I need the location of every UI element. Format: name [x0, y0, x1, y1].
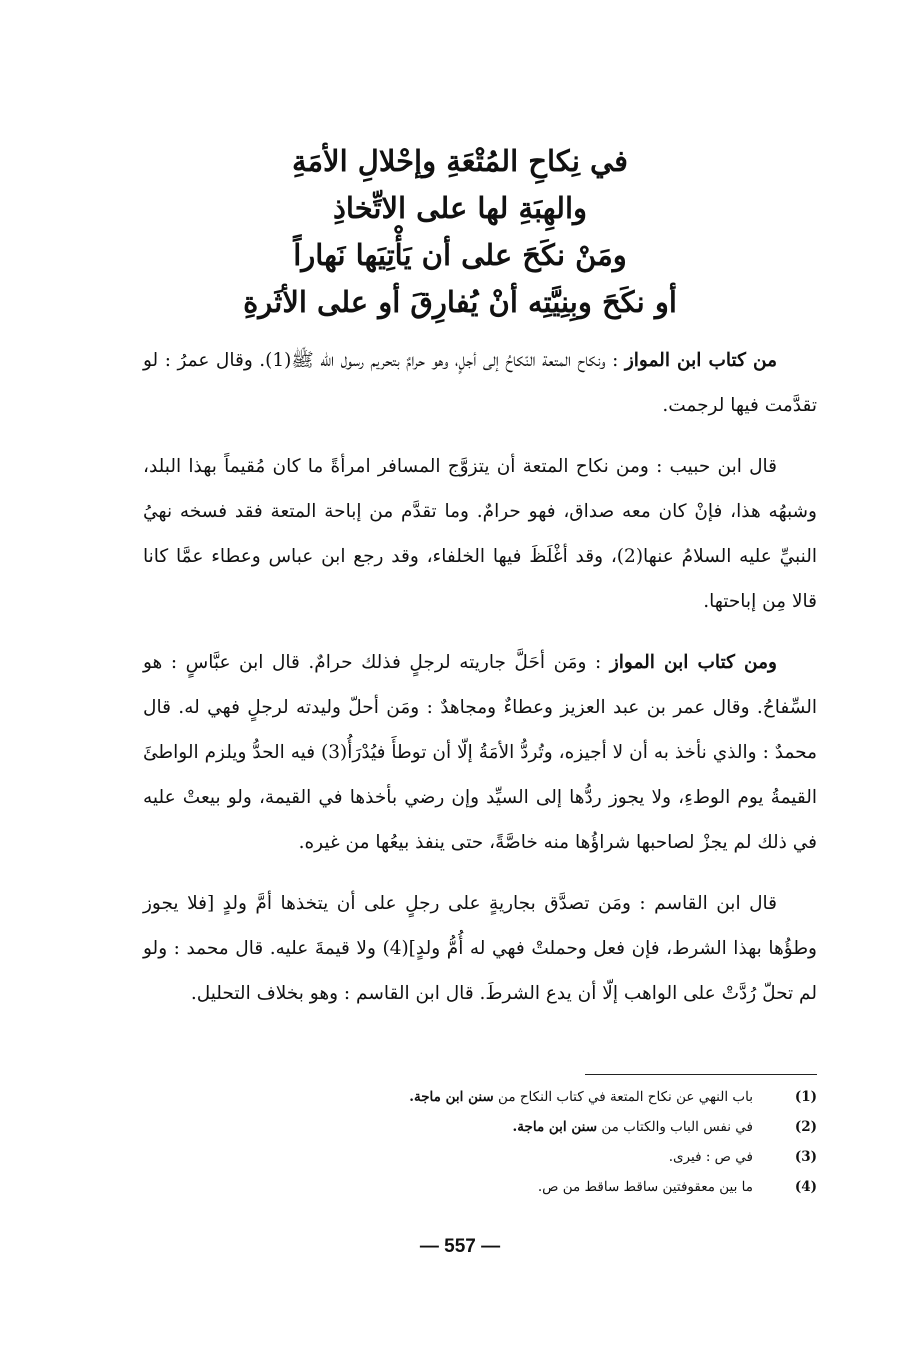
paragraph-1-text: : ونكاح المتعة النّكاحُ إلى أجلٍ، وهو حرامٌ بتحريم رسول الله ﷺ(1). وقال عمرُ : لو تقدَّمت فيها لرجمت.: [143, 350, 817, 416]
footnote-text: باب النهي عن نكاح المتعة في كتاب النكاح من: [498, 1089, 753, 1105]
chapter-title: [140, 138, 780, 326]
footnote-number: (1): [794, 1089, 817, 1105]
paragraph-1-lead: من كتاب ابن المواز: [624, 350, 777, 371]
footnote-1: [143, 1082, 817, 1112]
paragraph-2: [143, 444, 817, 624]
footnote-number: (2): [794, 1119, 817, 1135]
title-line-2: والهِبَةِ لها على الاتِّخاذِ: [332, 191, 588, 225]
body-text: [143, 338, 817, 1032]
page-number: — 557 —: [419, 1236, 501, 1257]
title-line-1: في نِكاحِ المُتْعَةِ وإحْلالِ الأمَةِ: [291, 144, 629, 178]
footnote-2: [143, 1112, 817, 1142]
title-line-4: أو نكَحَ وبِنِيَّتِه أنْ يُفارِقَ أو على الأثَرةِ: [243, 285, 677, 319]
paragraph-3-lead: ومن كتاب ابن المواز: [609, 652, 777, 673]
footnote-text: في ص : فيرى.: [668, 1149, 753, 1165]
footnote-separator: [585, 1074, 817, 1075]
footnote-number: (4): [794, 1179, 817, 1195]
footnote-text: ما بين معقوفتين ساقط ساقط من ص.: [537, 1179, 753, 1195]
footnote-text: في نفس الباب والكتاب من: [601, 1119, 753, 1135]
paragraph-4: [143, 881, 817, 1016]
footnote-3: [143, 1142, 817, 1172]
footnotes: [143, 1082, 817, 1202]
paragraph-1: [143, 338, 817, 428]
footnote-source: سنن ابن ماجة.: [409, 1089, 494, 1105]
footnote-number: (3): [794, 1149, 817, 1165]
paragraph-2-text: قال ابن حبيب : ومن نكاح المتعة أن يتزوَّج المسافر امرأةً ما كان مُقيماً بهذا البلد، وشبهُه هذا، فإنْ كان معه صداق، فهو حرامٌ. وما تقدَّم من إباحة المتعة فقد فسخه نهيُ النبيِّ عليه السلامُ عنها(2)، وقد أغْلَظَ فيها الخلفاء، وقد رجع ابن عباس وعطاء عمَّا كانا قالا مِن إباحتها.: [143, 456, 817, 612]
footnote-source: سنن ابن ماجة.: [512, 1119, 598, 1135]
title-line-3: ومَنْ نكَحَ على أن يَأْتِيَها نَهاراً: [293, 238, 627, 272]
paragraph-3-text: : ومَن أحَلَّ جاريته لرجلٍ فذلك حرامٌ. قال ابن عبَّاسٍ : هو السِّفاحُ. وقال عمر بن عبد العزيز وعطاءٌ ومجاهدٌ : ومَن أحلّ وليدته لرجلٍ فهي له. قال محمدٌ : والذي نأخذ به أن لا أجيزه، وتُردُّ الأمَةُ إلّا أن توطأَ فيُدْرَأُ(3) فيه الحدُّ ويلزم الواطئَ القيمةُ يوم الوطءِ، ولا يجوز ردُّها إلى السيِّد وإن رضي بأخذها في القيمة، ولو بيعتْ عليه في ذلك لم يجزْ لصاحبها شراؤُها منه خاصَّةً، حتى ينفذ بيعُها من غيره.: [143, 652, 817, 853]
paragraph-3: [143, 640, 817, 865]
footnote-4: [143, 1172, 817, 1202]
paragraph-4-text: قال ابن القاسم : ومَن تصدَّق بجاريةٍ على رجلٍ على أن يتخذها أمَّ ولدٍ [فلا يجوز وطؤُها بهذا الشرط، فإن فعل وحملتْ فهي له أُمُّ ولدٍ](4) ولا قيمةَ عليه. قال محمد : ولو لم تحلّ رُدَّتْ على الواهب إلّا أن يدع الشرطَ. قال ابن القاسم : وهو بخلاف التحليل.: [143, 893, 817, 1004]
